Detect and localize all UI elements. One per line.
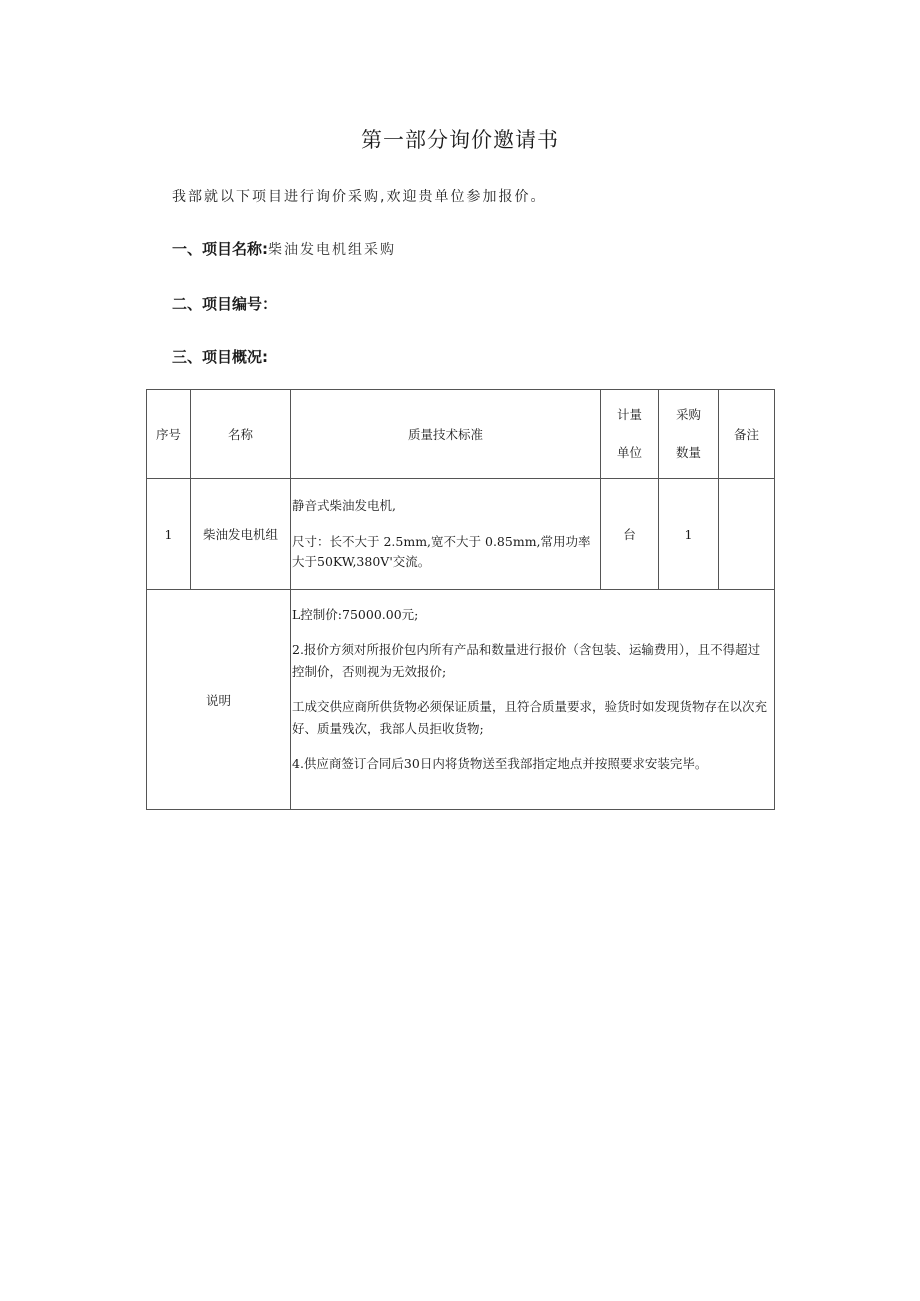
page-title: 第一部分询价邀请书 — [361, 128, 559, 152]
section-project-name — [172, 238, 396, 259]
table-header-row — [147, 390, 775, 479]
header-unit — [601, 390, 659, 479]
cell-qty: 1 — [659, 479, 719, 590]
header-unit-line2: 单位 — [616, 445, 642, 460]
note-item: 4.供应商签订合同后30日内将货物送至我部指定地点并按照要求安装完毕。 — [292, 756, 708, 771]
cell-name: 柴油发电机组 — [191, 479, 291, 590]
project-table — [146, 389, 775, 810]
section-project-overview — [172, 346, 268, 367]
header-name: 名称 — [191, 390, 291, 479]
cell-index: 1 — [147, 479, 191, 590]
intro-text: 我部就以下项目进行询价采购,欢迎贵单位参加报价。 — [172, 189, 547, 205]
header-qty-line2: 数量 — [675, 445, 701, 460]
header-qty-line1: 采购 — [675, 407, 701, 422]
section-project-number-label: 二、项目编号： — [172, 295, 278, 313]
section-project-name-label: 一、项目名称: — [172, 240, 268, 258]
section-project-number — [172, 293, 277, 314]
cell-spec-line2: 尺寸：长不大于 2.5mm,宽不大于 0.85mm,常用功率大于50KW,380V'交流。 — [292, 534, 591, 569]
cell-remark — [719, 479, 775, 590]
note-item: 2.报价方须对所报价包内所有产品和数量进行报价（含包装、运输费用），且不得超过控制价，否则视为无效报价; — [292, 642, 761, 679]
section-project-overview-label: 三、项目概况: — [172, 348, 268, 366]
note-item: 工成交供应商所供货物必须保证质量，且符合质量要求，验货时如发现货物存在以次充好、质量残次，我部人员拒收货物; — [292, 699, 768, 736]
cell-spec-line1: 静音式柴油发电机, — [292, 498, 396, 513]
note-item: L控制价:75000.00元; — [292, 607, 419, 622]
cell-spec — [291, 479, 601, 590]
cell-unit: 台 — [601, 479, 659, 590]
section-project-name-value: 柴油发电机组采购 — [268, 242, 396, 258]
notes-label: 说明 — [147, 590, 291, 810]
notes-cell — [291, 590, 775, 810]
header-index: 序号 — [147, 390, 191, 479]
header-qty — [659, 390, 719, 479]
header-spec: 质量技术标准 — [291, 390, 601, 479]
header-unit-line1: 计量 — [616, 407, 642, 422]
table-notes-row — [147, 590, 775, 810]
header-remark: 备注 — [719, 390, 775, 479]
table-row — [147, 479, 775, 590]
